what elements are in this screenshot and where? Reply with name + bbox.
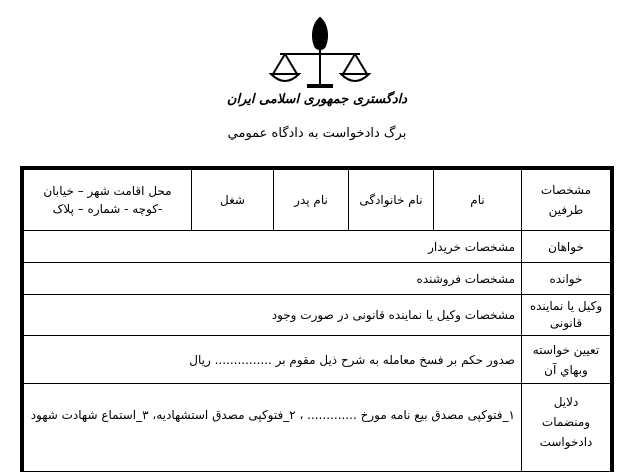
table-row	[22, 295, 612, 336]
row-value: مشخصات خریدار	[22, 231, 522, 263]
col-father-name: نام پدر	[274, 168, 349, 231]
parties-label: مشخصات طرفین	[522, 168, 613, 231]
table-row	[22, 263, 612, 295]
col-residence: محل اقامت شهر – خیابان -کوچه - شماره – پلاک	[22, 168, 192, 231]
row-label: خواهان	[522, 231, 613, 263]
emblem-caption: دادگستری جمهوری اسلامی ایران	[226, 92, 408, 107]
row-label: دلایل ومنضمات دادخواست	[522, 384, 613, 472]
col-first-name: نام	[434, 168, 522, 231]
row-value: مشخصات فروشنده	[22, 263, 522, 295]
row-value: صدور حکم بر فسخ معامله به شرح ذیل مقوم بر ............... ریال	[22, 336, 522, 384]
row-value: ۱_فتوکپی مصدق بیع نامه مورخ ............. ، ۲_فتوکپی مصدق استشهادیه، ۳_استماع شهادت شهود	[22, 384, 522, 472]
scales-of-justice-emblem	[265, 10, 375, 95]
row-value: مشخصات وکیل یا نماینده قانونی در صورت وجود	[22, 295, 522, 336]
petition-form-table	[20, 166, 614, 472]
table-row	[22, 384, 612, 472]
table-row	[22, 336, 612, 384]
col-last-name: نام خانوادگی	[349, 168, 434, 231]
row-label: وکیل یا نماینده قانونی	[522, 295, 613, 336]
table-header-row	[22, 168, 612, 231]
form-title: برگ دادخواست به دادگاه عمومي	[227, 126, 407, 141]
row-label: خوانده	[522, 263, 613, 295]
row-label: تعیین خواسته وبهاي آن	[522, 336, 613, 384]
col-occupation: شغل	[192, 168, 274, 231]
table-row	[22, 231, 612, 263]
